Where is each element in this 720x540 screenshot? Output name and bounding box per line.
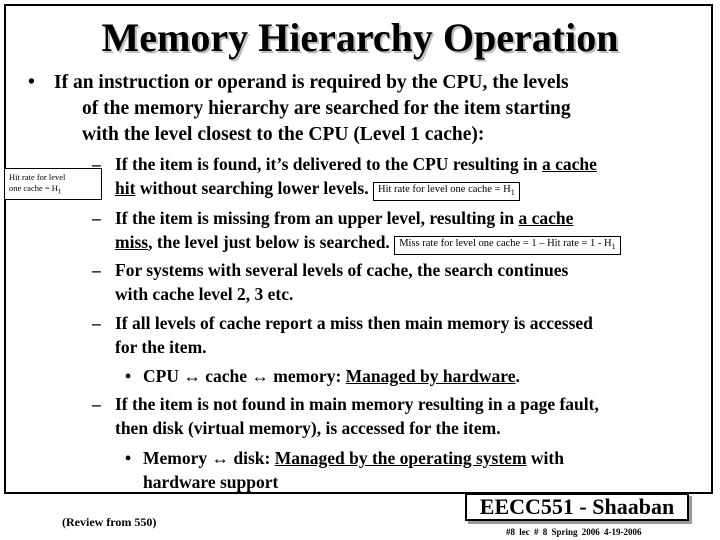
dash-marker: – <box>92 313 101 333</box>
dash-marker: – <box>92 154 101 174</box>
found-text-1: If the item is found, it’s delivered to the CPU resulting in <box>115 154 538 174</box>
side-note-box <box>4 168 102 200</box>
found-term-2: hit <box>115 178 136 198</box>
miss-rate-box: Miss rate for level one cache = 1 – Hit rate = $1 - H_1$ <box>394 236 620 255</box>
review-note: (Review from 550) <box>62 515 157 529</box>
missing-term-1: a cache <box>518 208 574 228</box>
missing-term-2: miss <box>115 232 149 252</box>
item-memory-disk <box>125 446 685 494</box>
missing-text-2: , the level just below is searched. <box>148 232 390 252</box>
memory-disk-line-2: hardware support <box>143 472 279 492</box>
item-page-fault <box>92 392 702 440</box>
item-all-miss <box>92 311 702 359</box>
found-text-2: without searching lower levels. <box>139 178 369 198</box>
cpu-cache-managed: Managed by hardware <box>345 366 516 386</box>
side-note-line-1: Hit rate for level <box>9 172 66 182</box>
missing-text-1: If the item is missing from an upper level, resulting in <box>115 208 515 228</box>
all-miss-line-2: for the item. <box>115 337 207 357</box>
course-brand-box: EECC551 - Shaaban <box>465 493 689 521</box>
intro-bullet <box>28 70 688 148</box>
item-cpu-cache <box>125 364 685 388</box>
item-found <box>92 152 702 201</box>
side-note-line-2: one cache = $H_1$ <box>9 183 62 196</box>
page-title: Memory Hierarchy Operation <box>101 15 619 60</box>
dash-marker: – <box>92 208 101 228</box>
memory-disk-text: Memory ↔ disk: <box>143 448 271 468</box>
intro-line-2: of the memory hierarchy are searched for the item starting <box>82 98 571 119</box>
intro-line-3: with the level closest to the CPU (Level 1 cache): <box>82 124 485 145</box>
found-term-1: a cache <box>541 154 597 174</box>
item-several-levels <box>92 258 702 306</box>
page-fault-line-1: If the item is not found in main memory resulting in a page fault, <box>115 394 599 414</box>
memory-disk-end: with <box>530 448 564 468</box>
bullet-marker: • <box>125 366 132 386</box>
hit-rate-box: Hit rate for level one cache = $H_1$ <box>373 182 520 201</box>
dash-marker: – <box>92 260 101 280</box>
dash-marker: – <box>92 394 101 414</box>
memory-disk-managed: Managed by the operating system <box>274 448 527 468</box>
bullet-marker: • <box>28 72 35 93</box>
footer-info: #8 lec # 8 Spring 2006 4-19-2006 <box>506 527 642 537</box>
item-missing <box>92 206 702 255</box>
several-line-1: For systems with several levels of cache, the search continues <box>115 260 569 280</box>
cpu-cache-text: CPU ↔ cache ↔ memory: <box>143 366 342 386</box>
all-miss-line-1: If all levels of cache report a miss then main memory is accessed <box>115 313 593 333</box>
intro-line-1: If an instruction or operand is required by the CPU, the levels <box>54 72 569 93</box>
several-line-2: with cache level 2, 3 etc. <box>115 284 294 304</box>
bullet-marker: • <box>125 448 132 468</box>
page-fault-line-2: then disk (virtual memory), is accessed for the item. <box>115 418 501 438</box>
cpu-cache-end: . <box>515 366 520 386</box>
